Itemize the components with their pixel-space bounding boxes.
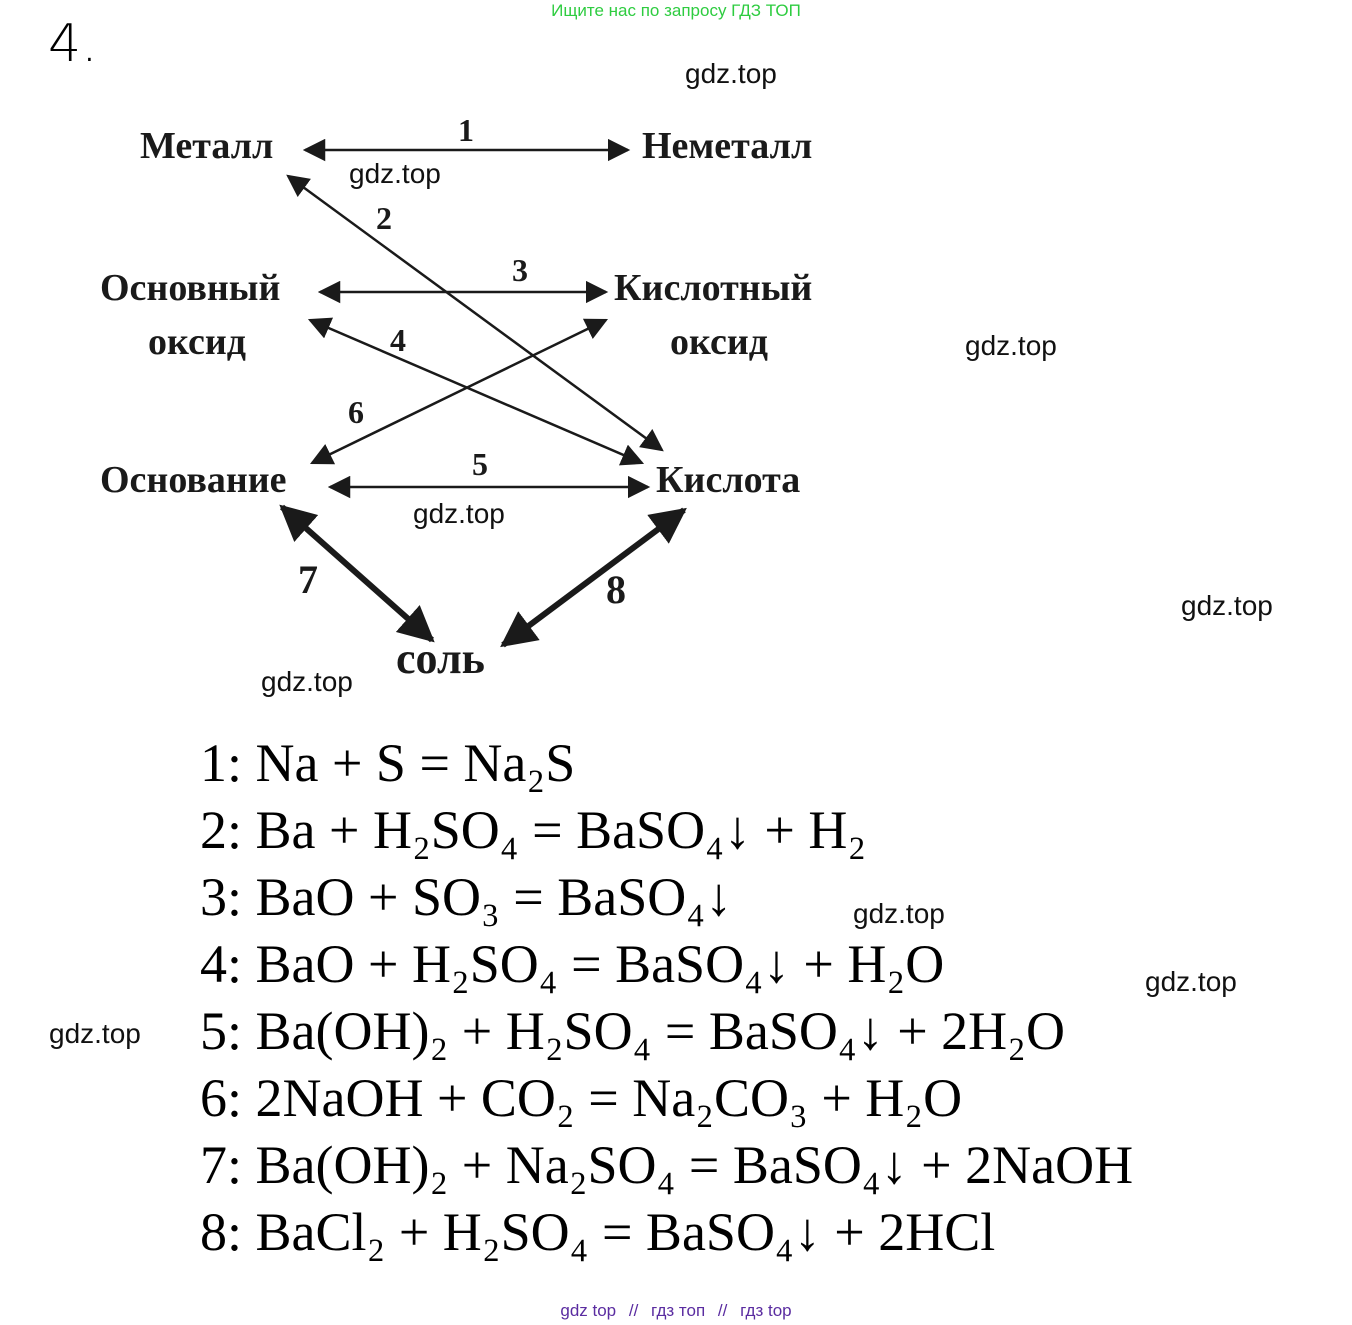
- node-acidic-oxide-line1: Кислотный: [614, 267, 813, 309]
- watermark: gdz.top: [349, 158, 441, 189]
- node-basic-oxide-line1: Основный: [100, 267, 281, 309]
- arrow-label-5: 5: [472, 446, 488, 482]
- equation-4: 4: BaO + H₂SO₄ = BaSO₄↓ + H₂O: [200, 934, 945, 994]
- arrow-8: [503, 510, 684, 645]
- watermark: gdz.top: [685, 58, 777, 89]
- equation-5: 5: Ba(OH)₂ + H₂SO₄ = BaSO₄↓ + 2H₂O: [200, 1001, 1065, 1061]
- node-nonmetal: Неметалл: [642, 125, 813, 167]
- node-acidic-oxide-line2: оксид: [670, 321, 768, 363]
- arrow-label-2: 2: [376, 200, 392, 236]
- node-basic-oxide-line2: оксид: [148, 321, 246, 363]
- footer-links: [0, 1301, 1352, 1321]
- watermark: gdz.top: [413, 498, 505, 529]
- arrow-2: [288, 176, 662, 450]
- equation-8: 8: BaCl₂ + H₂SO₄ = BaSO₄↓ + 2HCl: [200, 1202, 996, 1262]
- watermark: gdz.top: [1181, 590, 1273, 621]
- arrow-6: [312, 320, 606, 463]
- watermark: gdz.top: [1145, 966, 1237, 997]
- arrow-label-3: 3: [512, 252, 528, 288]
- arrow-label-1: 1: [458, 112, 474, 148]
- footer-separator: //: [628, 1301, 639, 1320]
- task-number: 4.: [48, 14, 98, 74]
- footer-link-gdz-top-mixed[interactable]: гдз top: [740, 1301, 792, 1320]
- watermark: gdz.top: [49, 1018, 141, 1049]
- watermark: gdz.top: [853, 898, 945, 929]
- watermark: gdz.top: [965, 330, 1057, 361]
- promo-banner: Ищите нас по запросу ГДЗ ТОП: [551, 1, 801, 20]
- watermark: gdz.top: [261, 666, 353, 697]
- equation-2: 2: Ba + H₂SO₄ = BaSO₄↓ + H₂: [200, 800, 867, 860]
- equation-6: 6: 2NaOH + CO₂ = Na₂CO₃ + H₂O: [200, 1068, 963, 1128]
- footer-link-gdz-top-ru[interactable]: гдз топ: [651, 1301, 706, 1320]
- node-metal: Металл: [140, 125, 274, 167]
- footer-link-gdz-top[interactable]: gdz top: [560, 1301, 617, 1320]
- arrow-label-4: 4: [390, 322, 406, 358]
- arrow-4: [310, 320, 642, 463]
- node-base: Основание: [100, 459, 287, 501]
- node-salt: соль: [396, 634, 485, 683]
- node-acid: Кислота: [656, 459, 801, 501]
- arrow-label-7: 7: [298, 557, 318, 602]
- equation-7: 7: Ba(OH)₂ + Na₂SO₄ = BaSO₄↓ + 2NaOH: [200, 1135, 1134, 1195]
- footer-separator: //: [717, 1301, 728, 1320]
- arrow-label-8: 8: [606, 567, 626, 612]
- equation-3: 3: BaO + SO₃ = BaSO₄↓: [200, 867, 733, 927]
- equation-1: 1: Na + S = Na₂S: [200, 733, 576, 793]
- arrow-label-6: 6: [348, 394, 364, 430]
